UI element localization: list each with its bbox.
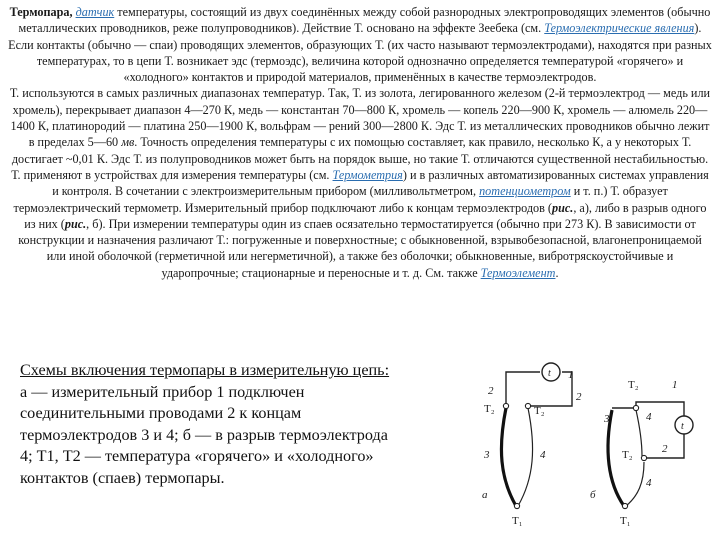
paragraph-text: ). Если контакты (обычно — спаи) проводящих элементов, образующих Т. (их часто называют термоэлектродами), находятся при разных температурах, то в цепи Т. возникает эдс (термоэдс), величина которой однозначно определяется температурой «горячего» и «холодного» контактов и природой материалов, применённых в качестве термоэлектродов. <box>8 21 712 85</box>
paragraph-applications <box>8 167 712 281</box>
meter-1-a <box>542 363 560 381</box>
link-potentiometer[interactable]: потенциометром <box>479 184 571 199</box>
label-4-b: 4 <box>646 411 652 423</box>
figure-caption <box>20 360 400 489</box>
label-b: б <box>590 489 596 501</box>
paragraph-text: . Точность определения температуры с их помощью составляет, как правило, несколько К, а у некоторых Т. достигает ~0,01 К. Эдс Т. из полупроводников может быть на порядок выше, но такие Т. отличаются существенной нестабильностью. <box>11 135 709 166</box>
thermoelectrode-4-upper-b <box>636 410 642 456</box>
label-2-b: 2 <box>662 443 668 455</box>
meter-symbol-b: t <box>681 421 684 432</box>
link-thermometry[interactable]: Термометрия <box>332 167 403 182</box>
diagram-b <box>590 379 693 527</box>
paragraph-ranges <box>8 85 712 166</box>
thermocouple-diagram <box>440 358 710 538</box>
label-T1-a: T₁ <box>512 515 523 527</box>
figure-ref-a: рис. <box>551 200 574 215</box>
paragraph-text: и т. п.) Т. образует термоэлектрический термометр. Измерительный прибор подключают либо к концам термоэлектродов ( <box>13 184 668 215</box>
label-4-b-lower: 4 <box>646 477 652 489</box>
label-T2-left-a: T₂ <box>484 403 495 415</box>
paragraph-text: Т. применяют в устройствах для измерения температуры (см. <box>11 167 333 182</box>
paragraph-text: ) и в различных автоматизированных системах управления и контроля. В сочетании с электроизмерительным прибором (милливольтметром, <box>52 167 709 199</box>
meter-1-b <box>675 416 693 434</box>
label-2-a-right: 2 <box>576 391 582 403</box>
label-T1-b: T₁ <box>620 515 631 527</box>
diagram-a <box>482 363 582 527</box>
article-text <box>8 4 712 281</box>
paragraph-text: , б). При измерении температуры один из спаев осязательно термостатируется (обычно при 273 К). В зависимости от конструкции и назначения различают Т.: погруженные и поверхностные; с обыкновенной, взрывобезопасной, влагонепроницаемой или иной оболочкой (герметичной или негерметичной), а также без оболочки; обыкновенные, вибротряскоустойчивые и ударопрочные; стационарные и переносные и т. д. См. также <box>18 216 702 280</box>
paragraph-text: температуры, состоящий из двух соединённых между собой разнородных электропроводящих элементов (обычно металлических проводников, реже полупроводников). Действие Т. основано на эффекте Зеебека (см. <box>18 5 711 36</box>
meter-symbol-a: t <box>548 368 551 379</box>
unit-mv: мв <box>121 135 135 150</box>
wire-2-top-b <box>636 402 684 416</box>
label-T2-right-a: T₂ <box>534 405 545 417</box>
junction-hot-b <box>622 503 627 508</box>
junction-hot-a <box>514 503 519 508</box>
link-thermoelectric-phenomena[interactable]: Термоэлектрические явления <box>544 21 695 36</box>
thermoelectrode-3-a <box>501 408 516 506</box>
wire-2-left-a <box>506 372 540 404</box>
junction-cold-right-a <box>525 403 530 408</box>
link-sensor[interactable]: датчик <box>75 5 115 19</box>
caption-title: Схемы включения термопары в измерительную цепь: <box>20 361 390 379</box>
paragraph-definition <box>8 4 712 85</box>
paragraph-text: . <box>555 265 559 280</box>
thermoelectrode-4-lower-b <box>626 462 644 506</box>
paragraph-text: , а), либо в разрыв одного из них ( <box>24 200 707 231</box>
label-1-b: 1 <box>672 379 678 391</box>
label-4-a: 4 <box>540 449 546 461</box>
junction-cold-1-b <box>633 405 638 410</box>
link-thermoelement[interactable]: Термоэлемент <box>480 265 556 280</box>
label-3-a: 3 <box>484 449 490 461</box>
label-a: а <box>482 489 488 501</box>
junction-cold-left-a <box>503 403 508 408</box>
term-heading: Термопара, <box>9 5 73 19</box>
thermoelectrode-4-a <box>518 408 533 506</box>
caption-body: а — измерительный прибор 1 подключен соединительными проводами 2 к концам термоэлектродов 3 и 4; б — в разрыв термоэлектрода 4; Т1, Т2 — температура «горячего» и «холодного» контактов (спаев) термопары. <box>20 382 388 487</box>
label-1-a: 1 <box>568 369 574 381</box>
label-3-b: 3 <box>604 413 610 425</box>
junction-cold-2-b <box>641 455 646 460</box>
label-T2-top-b: T₂ <box>628 379 639 391</box>
label-2-a-top: 2 <box>488 385 494 397</box>
figure-ref-b: рис. <box>64 216 87 231</box>
paragraph-text: Т. используются в самых различных диапазонах температур. Так, Т. из золота, легированного железом (2-й термоэлектрод — медь или хромель), перекрывает диапазон 4—270 К, медь — константан 70—800 К, хромель — копель 220—900 К, хромель — алюмель 220—1400 К, платинородий — платина 250—1900 К, вольфрам — рений 300—2800 К. Эдс Т. из металлических проводников обычно лежит в пределах 5—60 <box>9 86 711 150</box>
label-T2-mid-b: T₂ <box>622 449 633 461</box>
